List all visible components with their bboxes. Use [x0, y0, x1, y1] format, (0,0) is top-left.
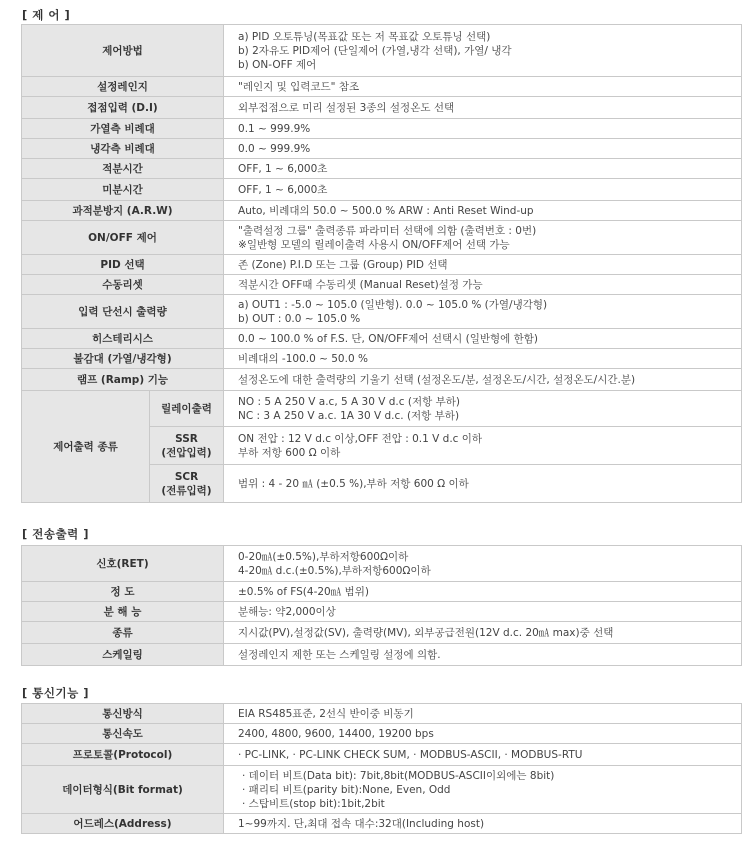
spec-value: [224, 744, 742, 766]
control-spec-table: [21, 24, 742, 503]
spec-value-line: 존 (Zone) P.I.D 또는 그룹 (Group) PID 선택: [238, 258, 448, 271]
spec-value: [224, 814, 742, 834]
table-row: [22, 119, 742, 139]
spec-label: 어드레스(Address): [22, 814, 224, 834]
spec-value-line: 1~99까지. 단,최대 접속 대수:32대(Including host): [238, 817, 485, 830]
communication-spec-table: [21, 703, 742, 834]
table-row: [22, 329, 742, 349]
table-row: [22, 766, 742, 814]
subtype-line: 릴레이출력: [161, 402, 212, 415]
spec-value-line: "레인지 및 입력코드" 참조: [238, 80, 360, 93]
spec-value-line: 0-20㎃(±0.5%),부하저항600Ω이하: [238, 550, 409, 563]
table-row: [22, 546, 742, 582]
spec-value: [224, 602, 742, 622]
spec-label: 제어방법: [22, 25, 224, 77]
spec-value: [224, 369, 742, 391]
spec-value-line: 비례대의 -100.0 ~ 50.0 %: [238, 352, 368, 365]
spec-value: [224, 295, 742, 329]
spec-value-line: NO : 5 A 250 V a.c, 5 A 30 V d.c (저항 부하): [238, 395, 460, 408]
spec-value-line: EIA RS485표준, 2선식 반이중 비동기: [238, 707, 414, 720]
table-row: [22, 622, 742, 644]
table-row: [22, 77, 742, 97]
spec-value: [224, 349, 742, 369]
spec-label: 정 도: [22, 582, 224, 602]
spec-value: [224, 159, 742, 179]
table-row: [22, 275, 742, 295]
spec-value: [224, 766, 742, 814]
spec-value-line: ±0.5% of FS(4-20㎃ 범위): [238, 585, 369, 598]
table-row: [22, 255, 742, 275]
spec-label: ON/OFF 제어: [22, 221, 224, 255]
spec-value: [224, 644, 742, 666]
spec-value: [224, 546, 742, 582]
spec-label: 불감대 (가열/냉각형): [22, 349, 224, 369]
spec-value: [224, 139, 742, 159]
spec-value-line: · 데이터 비트(Data bit): 7bit,8bit(MODBUS-ASCII이외에는 8bit): [242, 769, 555, 782]
table-row: [22, 159, 742, 179]
subtype-line: (전류입력): [161, 484, 212, 497]
spec-value-line: b) ON-OFF 제어: [238, 58, 317, 71]
transmission-spec-table: [21, 545, 742, 666]
spec-value: [224, 221, 742, 255]
spec-value: [224, 25, 742, 77]
spec-label: 통신속도: [22, 724, 224, 744]
spec-value-line: 0.0 ~ 999.9%: [238, 142, 311, 155]
table-row: [22, 179, 742, 201]
spec-value: [224, 255, 742, 275]
spec-value-line: Auto, 비례대의 50.0 ~ 500.0 % ARW : Anti Reset Wind-up: [238, 204, 534, 217]
spec-value-line: ※일반형 모델의 릴레이출력 사용시 ON/OFF제어 선택 가능: [238, 238, 510, 251]
spec-value-line: b) 2자유도 PID제어 (단일제어 (가열,냉각 선택), 가열/ 냉각: [238, 44, 512, 57]
spec-value-line: 설정레인지 제한 또는 스케일링 설정에 의함.: [238, 648, 441, 661]
spec-label: 통신방식: [22, 704, 224, 724]
spec-label: 적분시간: [22, 159, 224, 179]
spec-value-line: 0.0 ~ 100.0 % of F.S. 단, ON/OFF제어 선택시 (일반형에 한함): [238, 332, 538, 345]
spec-value-line: 지시값(PV),설정값(SV), 출력량(MV), 외부공급전원(12V d.c. 20㎃ max)중 선택: [238, 626, 614, 639]
table-row: [22, 814, 742, 834]
spec-value: [224, 724, 742, 744]
spec-label: 입력 단선시 출력량: [22, 295, 224, 329]
spec-label: 냉각측 비례대: [22, 139, 224, 159]
spec-value: [224, 179, 742, 201]
spec-label: 데이터형식(Bit format): [22, 766, 224, 814]
spec-value-line: 0.1 ~ 999.9%: [238, 122, 311, 135]
spec-value: [224, 582, 742, 602]
table-row: [22, 221, 742, 255]
spec-value: [224, 119, 742, 139]
control-section-title: [ 제 어 ]: [22, 8, 71, 22]
spec-value-line: a) OUT1 : -5.0 ~ 105.0 (일반형). 0.0 ~ 105.0 % (가열/냉각형): [238, 298, 548, 311]
table-row: [22, 349, 742, 369]
output-subtype-label: [150, 465, 224, 503]
spec-value-line: b) OUT : 0.0 ~ 105.0 %: [238, 312, 361, 325]
spec-value: [224, 97, 742, 119]
spec-value: [224, 465, 742, 503]
table-row: [22, 602, 742, 622]
spec-label: 신호(RET): [22, 546, 224, 582]
spec-value-line: 2400, 4800, 9600, 14400, 19200 bps: [238, 727, 434, 740]
spec-value-line: 적분시간 OFF때 수동리셋 (Manual Reset)설정 가능: [238, 278, 483, 291]
spec-label: 가열측 비례대: [22, 119, 224, 139]
spec-value-line: 4-20㎃ d.c.(±0.5%),부하저항600Ω이하: [238, 564, 431, 577]
spec-value: [224, 329, 742, 349]
spec-label: 수동리셋: [22, 275, 224, 295]
spec-label: 분 해 능: [22, 602, 224, 622]
table-row: [22, 25, 742, 77]
table-row: [22, 724, 742, 744]
table-row: [22, 295, 742, 329]
spec-value: [224, 622, 742, 644]
table-row: [22, 369, 742, 391]
spec-value-line: NC : 3 A 250 V a.c. 1A 30 V d.c. (저항 부하): [238, 409, 460, 422]
spec-value-line: "출력설정 그룹" 출력종류 파라미터 선택에 의함 (출력번호 : 0번): [238, 224, 537, 237]
output-subtype-label: [150, 427, 224, 465]
spec-label: 종류: [22, 622, 224, 644]
spec-label: 설정레인지: [22, 77, 224, 97]
spec-label: 과적분방지 (A.R.W): [22, 201, 224, 221]
spec-value-line: 분해능: 약2,000이상: [238, 605, 336, 618]
communication-section-title: [ 통신기능 ]: [22, 686, 89, 700]
spec-label: 스케일링: [22, 644, 224, 666]
table-row: [22, 391, 742, 427]
spec-label: 램프 (Ramp) 기능: [22, 369, 224, 391]
spec-value: [224, 201, 742, 221]
table-row: [22, 704, 742, 724]
table-row: [22, 97, 742, 119]
spec-value-line: 범위 : 4 - 20 ㎃ (±0.5 %),부하 저항 600 Ω 이하: [238, 477, 469, 490]
table-row: [22, 582, 742, 602]
table-row: [22, 201, 742, 221]
spec-value-line: a) PID 오토튜닝(목표값 또는 저 목표값 오토튜닝 선택): [238, 30, 491, 43]
spec-value-line: · 스탑비트(stop bit):1bit,2bit: [242, 797, 385, 810]
spec-value-line: 외부접점으로 미리 설정된 3종의 설정온도 선택: [238, 101, 455, 114]
spec-value: [224, 275, 742, 295]
spec-value-line: OFF, 1 ~ 6,000초: [238, 183, 328, 196]
spec-label: 히스테리시스: [22, 329, 224, 349]
spec-value-line: 설정온도에 대한 출력량의 기울기 선택 (설정온도/분, 설정온도/시간, 설정온도/시간.분): [238, 373, 636, 386]
subtype-line: (전압입력): [161, 446, 212, 459]
spec-value-line: 부하 저항 600 Ω 이하: [238, 446, 341, 459]
spec-label: 프로토콜(Protocol): [22, 744, 224, 766]
spec-value: [224, 427, 742, 465]
output-subtype-label: [150, 391, 224, 427]
spec-value: [224, 391, 742, 427]
table-row: [22, 644, 742, 666]
spec-value-line: ON 전압 : 12 V d.c 이상,OFF 전압 : 0.1 V d.c 이하: [238, 432, 483, 445]
spec-value-line: OFF, 1 ~ 6,000초: [238, 162, 328, 175]
table-row: [22, 139, 742, 159]
subtype-line: SCR: [174, 470, 199, 483]
output-type-label: 제어출력 종류: [22, 391, 150, 503]
spec-label: 접점입력 (D.I): [22, 97, 224, 119]
spec-label: PID 선택: [22, 255, 224, 275]
transmission-section-title: [ 전송출력 ]: [22, 527, 89, 541]
subtype-line: SSR: [175, 432, 198, 445]
spec-value: [224, 704, 742, 724]
spec-value: [224, 77, 742, 97]
spec-label: 미분시간: [22, 179, 224, 201]
table-row: [22, 744, 742, 766]
spec-value-line: · PC-LINK, · PC-LINK CHECK SUM, · MODBUS-ASCII, · MODBUS-RTU: [238, 748, 583, 761]
spec-value-line: · 패리티 비트(parity bit):None, Even, Odd: [242, 783, 451, 796]
